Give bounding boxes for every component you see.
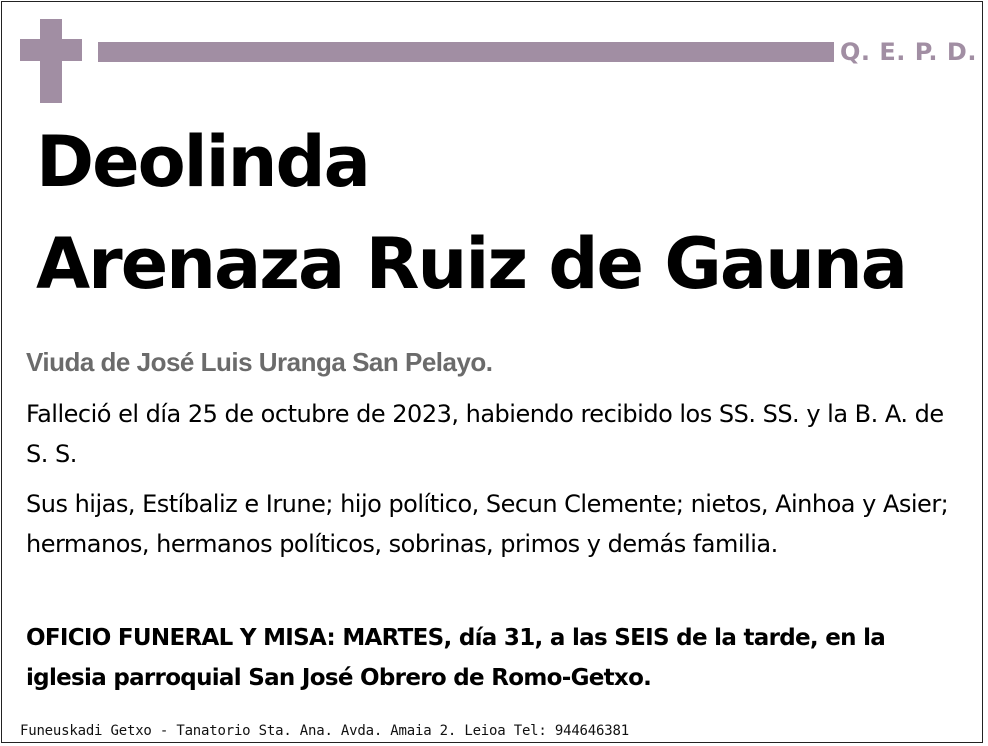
- qepd-label: Q. E. P. D.: [840, 38, 977, 66]
- family-text: Sus hijas, Estíbaliz e Irune; hijo político, Secun Clemente; nietos, Ainhoa y Asier; hermanos, hermanos políticos, sobrinas, primos y demás familia.: [26, 490, 949, 558]
- cross-icon-horizontal: [20, 39, 82, 61]
- widow-line: Viuda de José Luis Uranga San Pelayo.: [26, 347, 493, 377]
- deceased-surnames: Arenaza Ruiz de Gauna: [36, 223, 906, 305]
- funeral-home-footer: Funeuskadi Getxo - Tanatorio Sta. Ana. Avda. Amaia 2. Leioa Tel: 944646381: [20, 723, 629, 739]
- obituary-notice: [1, 1, 983, 743]
- header-rule: [98, 42, 834, 62]
- cross-icon-vertical: [40, 19, 62, 103]
- death-notice-text: Falleció el día 25 de octubre de 2023, habiendo recibido los SS. SS. y la B. A. de S. S.: [26, 400, 944, 468]
- funeral-service-text: OFICIO FUNERAL Y MISA: MARTES, día 31, a las SEIS de la tarde, en la iglesia parroquial San José Obrero de Romo-Getxo.: [26, 625, 886, 691]
- deceased-first-name: Deolinda: [36, 121, 369, 203]
